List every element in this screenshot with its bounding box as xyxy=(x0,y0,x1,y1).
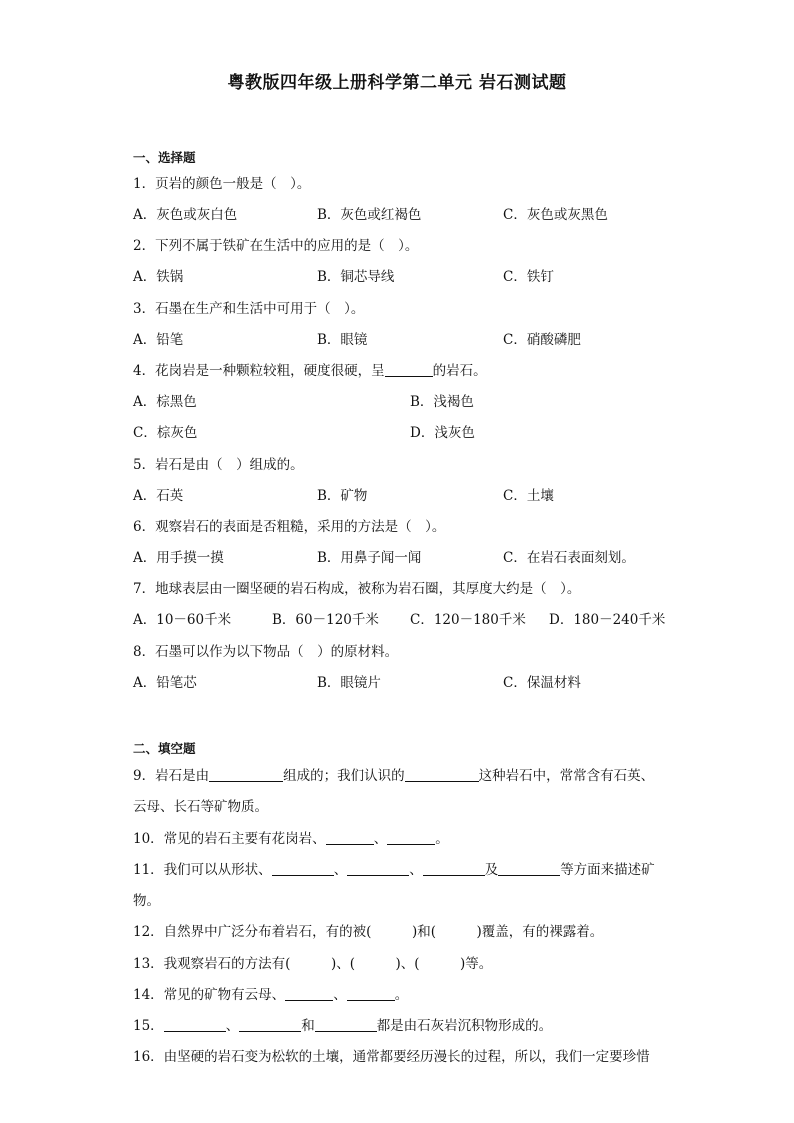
question-11-line-2: 物。 xyxy=(133,893,160,909)
question-4-option-c: C．棕灰色 xyxy=(133,425,198,441)
question-10-text: 。 xyxy=(435,831,449,847)
question-8-stem: 8．石墨可以作为以下物品（ ）的原材料。 xyxy=(133,644,399,660)
question-1-option-b: B．灰色或红褐色 xyxy=(317,207,422,223)
question-8-option-a: A．铅笔芯 xyxy=(133,675,197,691)
question-15 xyxy=(133,1014,552,1034)
answer-blank[interactable] xyxy=(315,1017,377,1032)
question-4-option-b: B．浅褐色 xyxy=(410,394,474,410)
question-2-option-c: C．铁钉 xyxy=(503,269,554,285)
question-4-stem-start: 4．花岗岩是一种颗粒较粗，硬度很硬，呈 xyxy=(133,363,385,379)
answer-blank[interactable] xyxy=(239,1017,301,1032)
question-6-option-a: A．用手摸一摸 xyxy=(133,550,224,566)
section-heading-choice: 一、选择题 xyxy=(133,150,196,165)
question-9-text: 9．岩石是由 xyxy=(133,768,210,784)
question-11-line-1 xyxy=(133,858,655,878)
question-11-text: 、 xyxy=(333,862,348,878)
question-2-option-b: B．铜芯导线 xyxy=(317,269,395,285)
answer-blank[interactable] xyxy=(347,986,395,1001)
answer-blank[interactable] xyxy=(498,861,560,876)
answer-blank[interactable] xyxy=(423,861,485,876)
page-title: 粤教版四年级上册科学第二单元 岩石测试题 xyxy=(227,73,567,93)
question-9-line-2: 云母、长石等矿物质。 xyxy=(133,799,268,815)
question-3-option-b: B．眼镜 xyxy=(317,332,368,348)
question-8-option-b: B．眼镜片 xyxy=(317,675,381,691)
answer-blank[interactable] xyxy=(385,362,433,377)
question-7-option-d: D．180－240千米 xyxy=(549,612,666,628)
question-2-stem: 2．下列不属于铁矿在生活中的应用的是（ ）。 xyxy=(133,238,419,254)
question-5-option-a: A．石英 xyxy=(133,488,184,504)
question-12: 12．自然界中广泛分布着岩石，有的被( )和( )覆盖，有的裸露着。 xyxy=(133,924,604,940)
question-7-option-a: A．10－60千米 xyxy=(133,612,232,628)
question-6-option-c: C．在岩石表面刻划。 xyxy=(503,550,635,566)
question-14-text: 、 xyxy=(333,987,347,1003)
question-7-stem: 7．地球表层由一圈坚硬的岩石构成，被称为岩石圈，其厚度大约是（ ）。 xyxy=(133,581,581,597)
question-4-stem-end: 的岩石。 xyxy=(432,363,487,379)
question-14-text: 。 xyxy=(394,987,409,1003)
answer-blank[interactable] xyxy=(405,767,479,782)
question-2-option-a: A．铁锅 xyxy=(133,269,184,285)
question-11-text: 11．我们可以从形状、 xyxy=(133,862,272,878)
question-5-option-c: C．土壤 xyxy=(503,488,554,504)
question-16: 16．由坚硬的岩石变为松软的土壤，通常都要经历漫长的过程，所以，我们一定要珍惜 xyxy=(133,1049,650,1065)
question-8-option-c: C．保温材料 xyxy=(503,675,581,691)
question-9-text: 这种岩石中，常常含有石英、 xyxy=(478,768,655,784)
question-6-option-b: B．用鼻子闻一闻 xyxy=(317,550,422,566)
question-1-option-c: C．灰色或灰黑色 xyxy=(503,207,608,223)
question-4-option-d: D．浅灰色 xyxy=(410,425,475,441)
question-5-option-b: B．矿物 xyxy=(317,488,368,504)
question-9-text: 组成的；我们认识的 xyxy=(283,768,405,784)
answer-blank[interactable] xyxy=(285,986,333,1001)
question-11-text: 等方面来描述矿 xyxy=(560,862,655,878)
answer-blank[interactable] xyxy=(272,861,334,876)
answer-blank[interactable] xyxy=(387,830,435,845)
answer-blank[interactable] xyxy=(164,1017,226,1032)
question-7-option-c: C．120－180千米 xyxy=(410,612,526,628)
question-14-text: 14．常见的矿物有云母、 xyxy=(133,987,286,1003)
answer-blank[interactable] xyxy=(347,861,409,876)
question-14 xyxy=(133,983,408,1003)
question-15-text: 和 xyxy=(301,1018,315,1034)
question-11-text: 及 xyxy=(484,862,499,878)
question-6-stem: 6．观察岩石的表面是否粗糙，采用的方法是（ ）。 xyxy=(133,519,446,535)
question-10 xyxy=(133,827,449,847)
question-5-stem: 5．岩石是由（ ）组成的。 xyxy=(133,457,304,473)
question-1-stem: 1．页岩的颜色一般是（ ）。 xyxy=(133,176,311,192)
question-7-option-b: B．60－120千米 xyxy=(272,612,379,628)
question-4-option-a: A．棕黑色 xyxy=(133,394,197,410)
question-9-line-1 xyxy=(133,764,654,784)
question-3-option-c: C．硝酸磷肥 xyxy=(503,332,581,348)
question-13: 13．我观察岩石的方法有( )、( )、( )等。 xyxy=(133,956,493,972)
question-15-text: 、 xyxy=(225,1018,240,1034)
question-4-stem xyxy=(133,359,487,379)
answer-blank[interactable] xyxy=(326,830,374,845)
question-3-stem: 3．石墨在生产和生活中可用于（ ）。 xyxy=(133,301,365,317)
question-10-text: 、 xyxy=(373,831,388,847)
question-15-text: 都是由石灰岩沉积物形成的。 xyxy=(376,1018,553,1034)
question-11-text: 、 xyxy=(409,862,423,878)
question-3-option-a: A．铅笔 xyxy=(133,332,184,348)
question-15-text: 15． xyxy=(133,1018,164,1034)
question-1-option-a: A．灰色或灰白色 xyxy=(133,207,238,223)
question-10-text: 10．常见的岩石主要有花岗岩、 xyxy=(133,831,326,847)
answer-blank[interactable] xyxy=(209,767,283,782)
section-heading-fill: 二、填空题 xyxy=(133,741,196,756)
